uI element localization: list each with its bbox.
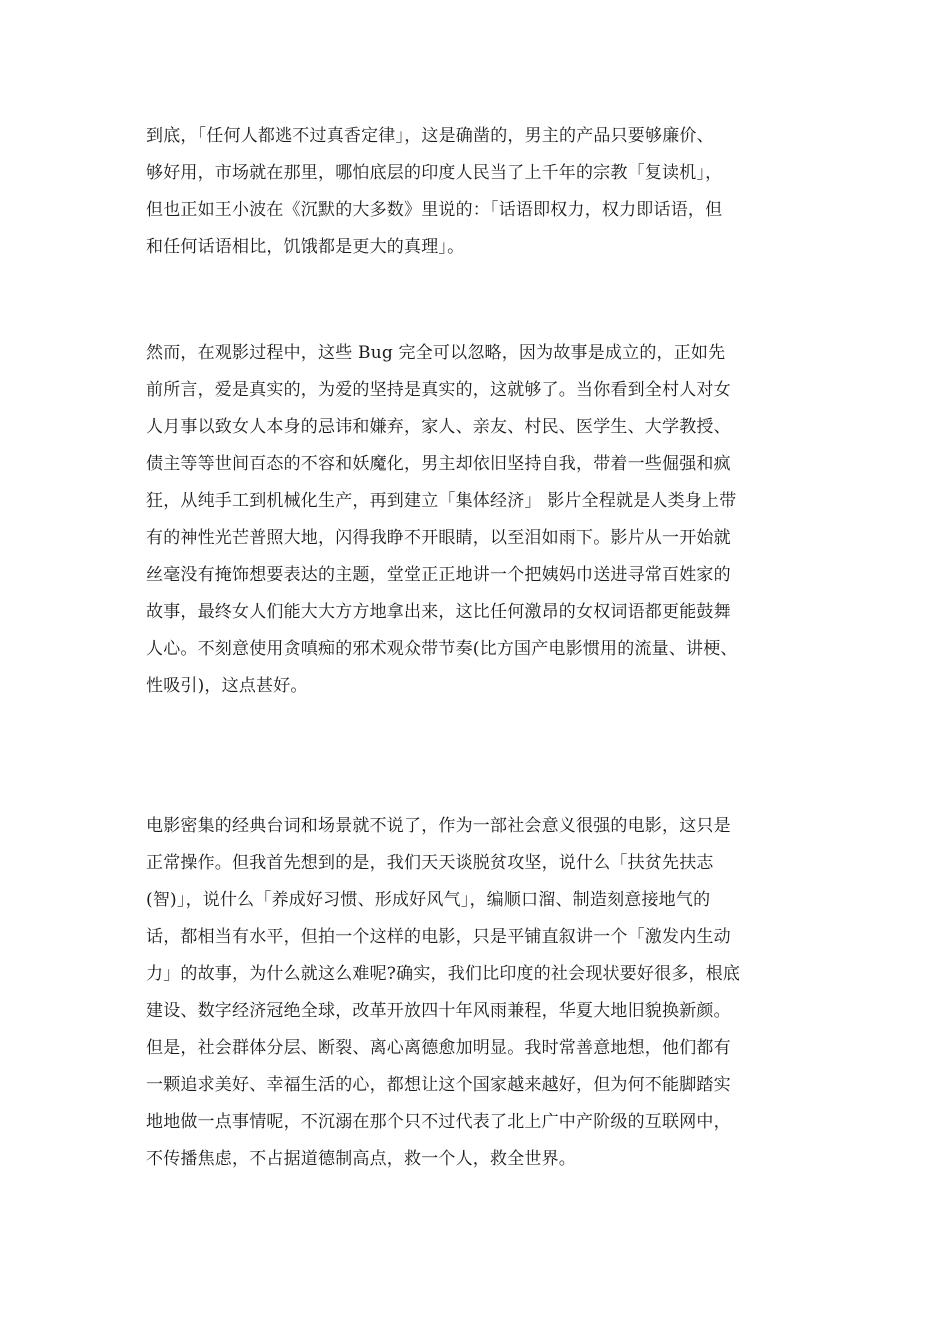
text-line: 丝毫没有掩饰想要表达的主题，堂堂正正地讲一个把姨妈巾送进寻常百姓家的 — [146, 565, 731, 585]
text-line: 和任何话语相比，饥饿都是更大的真理」。 — [146, 237, 465, 257]
text-line: 然而，在观影过程中，这些 Bug 完全可以忽略，因为故事是成立的，正如先 — [146, 343, 726, 363]
paragraph-3 — [146, 808, 814, 1178]
text-line: (智)」，说什么「养成好习惯、形成好风气」，编顺口溜、制造刻意接地气的 — [146, 890, 711, 910]
text-line: 有的神性光芒普照大地，闪得我睁不开眼睛，以至泪如雨下。影片从一开始就 — [146, 528, 731, 548]
text-line: 人月事以致女人本身的忌讳和嫌弃，家人、亲友、村民、医学生、大学教授、 — [146, 417, 731, 437]
text-line: 狂，从纯手工到机械化生产，再到建立「集体经济」 影片全程就是人类身上带 — [146, 491, 737, 511]
text-line: 人心。不刻意使用贪嗔痴的邪术观众带节奏(比方国产电影惯用的流量、讲梗、 — [146, 639, 738, 659]
paragraph-1 — [146, 118, 814, 266]
text-line: 一颗追求美好、幸福生活的心，都想让这个国家越来越好，但为何不能脚踏实 — [146, 1075, 731, 1095]
text-line: 电影密集的经典台词和场景就不说了，作为一部社会意义很强的电影，这只是 — [146, 816, 731, 836]
text-line: 到底，「任何人都逃不过真香定律」，这是确凿的，男主的产品只要够廉价、 — [146, 126, 714, 146]
text-line: 话，都相当有水平，但拍一个这样的电影，只是平铺直叙讲一个「激发内生动 — [146, 927, 731, 947]
text-line: 债主等等世间百态的不容和妖魔化，男主却依旧坚持自我，带着一些倔强和疯 — [146, 454, 731, 474]
text-line: 故事，最终女人们能大大方方地拿出来，这比任何激昂的女权词语都更能鼓舞 — [146, 602, 731, 622]
paragraph-2 — [146, 335, 814, 705]
text-line: 地地做一点事情呢，不沉溺在那个只不过代表了北上广中产阶级的互联网中， — [146, 1112, 731, 1132]
text-line: 够好用，市场就在那里，哪怕底层的印度人民当了上千年的宗教「复读机」， — [146, 163, 723, 183]
text-line: 力」的故事，为什么就这么难呢?确实，我们比印度的社会现状要好很多，根底 — [146, 964, 741, 984]
text-line: 正常操作。但我首先想到的是，我们天天谈脱贫攻坚，说什么「扶贫先扶志 — [146, 853, 714, 873]
text-line: 性吸引)，这点甚好。 — [146, 676, 308, 696]
text-line: 但是，社会群体分层、断裂、离心离德愈加明显。我时常善意地想，他们都有 — [146, 1038, 731, 1058]
text-line: 建设、数字经济冠绝全球，改革开放四十年风雨兼程，华夏大地旧貌换新颜。 — [146, 1001, 731, 1021]
text-line: 但也正如王小波在《沉默的大多数》里说的：「话语即权力，权力即话语，但 — [146, 200, 723, 220]
text-line: 前所言，爱是真实的，为爱的坚持是真实的，这就够了。当你看到全村人对女 — [146, 380, 731, 400]
text-line: 不传播焦虑，不占据道德制高点，救一个人，救全世界。 — [146, 1149, 576, 1169]
